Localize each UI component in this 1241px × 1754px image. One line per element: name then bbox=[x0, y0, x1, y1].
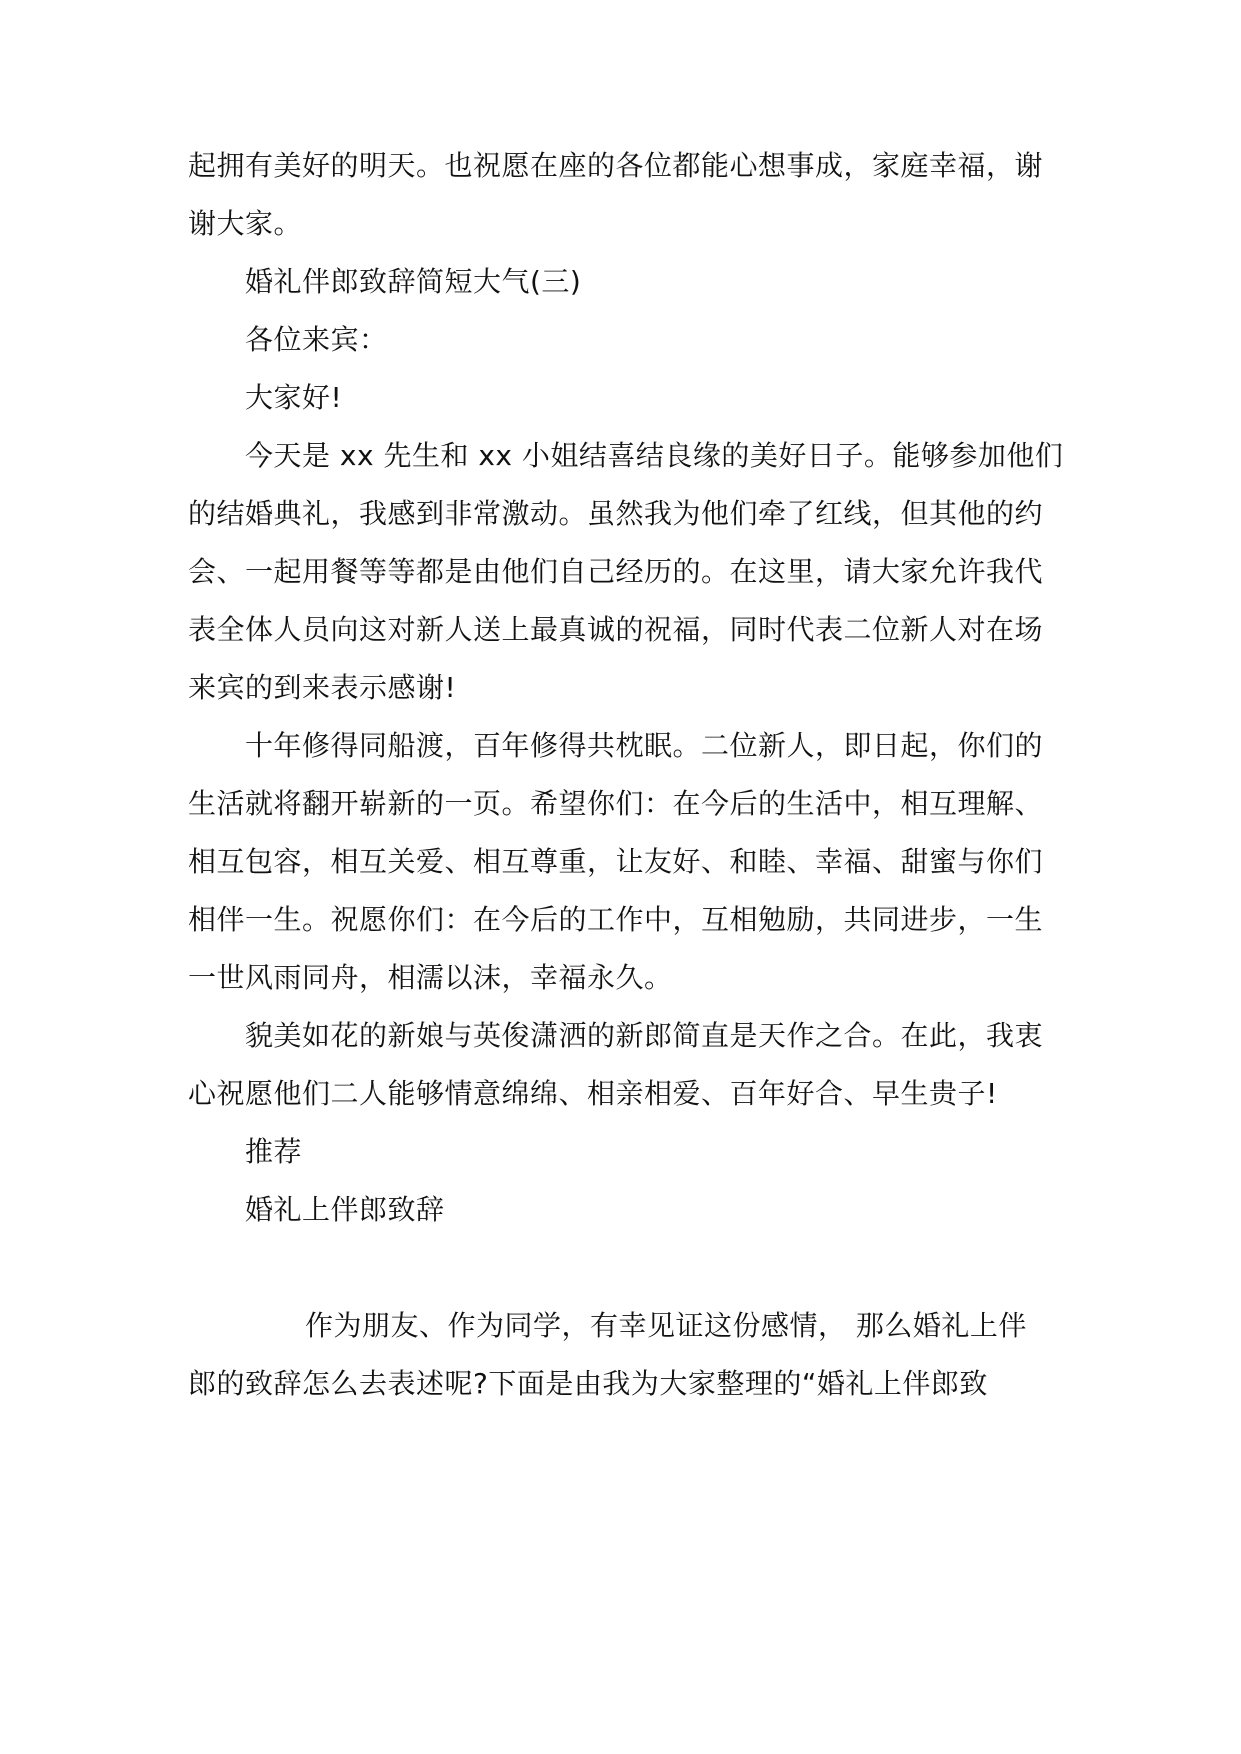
paragraph-line: 貌美如花的新娘与英俊潇洒的新郎简直是天作之合。在此，我衷 bbox=[245, 1019, 1044, 1052]
paragraph-line: 的结婚典礼，我感到非常激动。虽然我为他们牵了红线，但其他的约 bbox=[188, 497, 1044, 530]
paragraph-line: 生活就将翻开崭新的一页。希望你们：在今后的生活中，相互理解、 bbox=[188, 787, 1044, 820]
paragraph-line: 会、一起用餐等等都是由他们自己经历的。在这里，请大家允许我代 bbox=[188, 555, 1044, 588]
section-heading: 婚礼伴郎致辞简短大气(三) bbox=[245, 265, 582, 298]
paragraph-line: 今天是 xx 先生和 xx 小姐结喜结良缘的美好日子。能够参加他们 bbox=[245, 439, 1064, 472]
paragraph-line: 作为朋友、作为同学，有幸见证这份感情， 那么婚礼上伴 bbox=[305, 1309, 1027, 1342]
paragraph-line: 十年修得同船渡，百年修得共枕眠。二位新人，即日起，你们的 bbox=[245, 729, 1044, 762]
paragraph-line: 来宾的到来表示感谢! bbox=[188, 671, 457, 704]
recommend-title: 婚礼上伴郎致辞 bbox=[245, 1193, 445, 1226]
greeting: 大家好! bbox=[245, 381, 343, 414]
paragraph-line: 郎的致辞怎么去表述呢?下面是由我为大家整理的“婚礼上伴郎致 bbox=[188, 1367, 988, 1400]
paragraph-line: 一世风雨同舟，相濡以沫，幸福永久。 bbox=[188, 961, 673, 994]
recommend-label: 推荐 bbox=[245, 1135, 303, 1168]
paragraph-line: 心祝愿他们二人能够情意绵绵、相亲相爱、百年好合、早生贵子! bbox=[188, 1077, 998, 1110]
paragraph-line: 相互包容，相互关爱、相互尊重，让友好、和睦、幸福、甜蜜与你们 bbox=[188, 845, 1044, 878]
paragraph-line: 相伴一生。祝愿你们：在今后的工作中，互相勉励，共同进步，一生 bbox=[188, 903, 1044, 936]
text-line: 起拥有美好的明天。也祝愿在座的各位都能心想事成，家庭幸福，谢 bbox=[188, 149, 1044, 182]
text-line: 谢大家。 bbox=[188, 207, 303, 240]
salutation: 各位来宾： bbox=[245, 323, 388, 356]
paragraph-line: 表全体人员向这对新人送上最真诚的祝福，同时代表二位新人对在场 bbox=[188, 613, 1044, 646]
